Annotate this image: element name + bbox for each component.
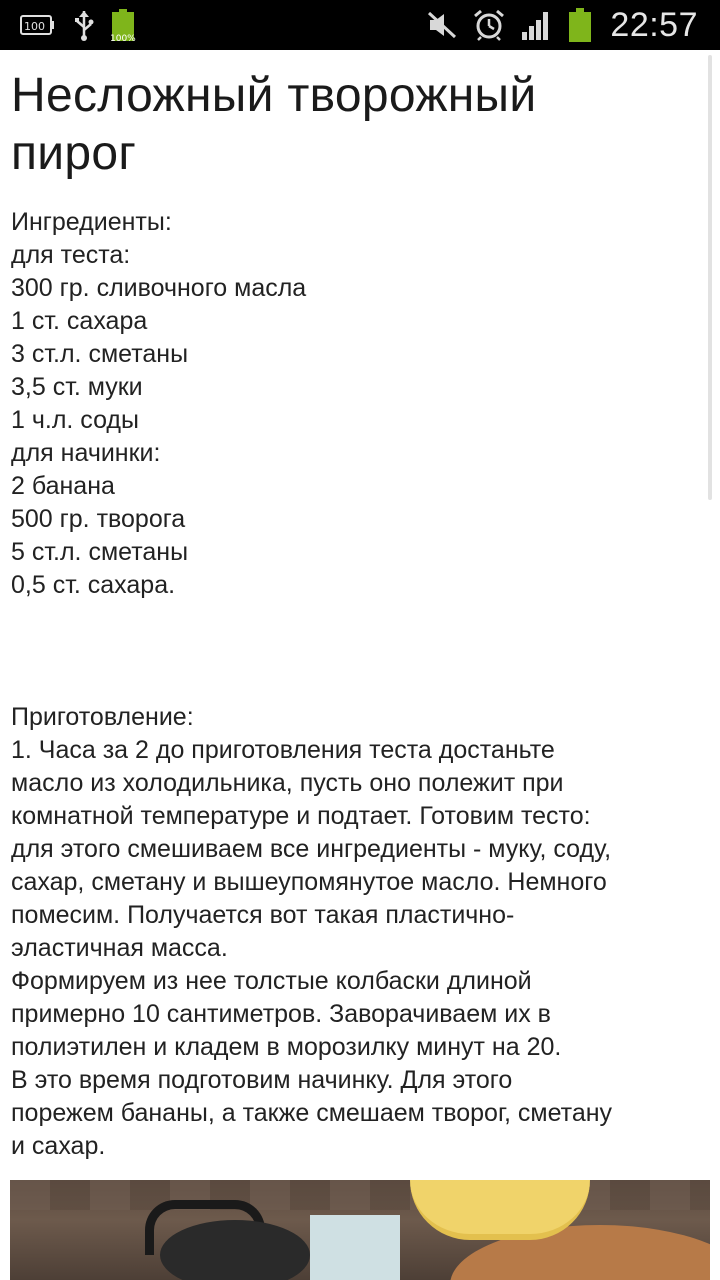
ingredient-line: 5 ст.л. сметаны bbox=[11, 538, 189, 566]
article-title-line-1: Несложный творожный bbox=[11, 69, 537, 122]
scrollbar[interactable] bbox=[708, 55, 712, 500]
ingredient-line: 1 ст. сахара bbox=[11, 307, 148, 335]
usb-icon bbox=[74, 9, 94, 41]
article-title-line-2: пирог bbox=[11, 127, 137, 180]
ingredient-line: 3,5 ст. муки bbox=[11, 373, 143, 401]
ingredient-line: 300 гр. сливочного масла bbox=[11, 274, 307, 302]
ingredient-line: для теста: bbox=[11, 241, 131, 269]
status-bar-left bbox=[20, 6, 134, 44]
preparation-line: полиэтилен и кладем в морозилку минут на 20. bbox=[11, 1033, 562, 1061]
recipe-photo bbox=[10, 1180, 710, 1280]
battery-percent-label: 100% bbox=[110, 34, 136, 44]
preparation-line: комнатной температуре и подтает. Готовим тесто: bbox=[11, 802, 591, 830]
ingredients-heading: Ингредиенты: bbox=[11, 208, 172, 236]
ingredient-line: 1 ч.л. соды bbox=[11, 406, 139, 434]
article-title bbox=[11, 67, 701, 183]
preparation-line: порежем бананы, а также смешаем творог, сметану bbox=[11, 1099, 613, 1127]
ingredient-line: 0,5 ст. сахара. bbox=[11, 571, 176, 599]
preparation-line: эластичная масса. bbox=[11, 934, 228, 962]
preparation-section bbox=[11, 701, 701, 1163]
preparation-line: Формируем из нее толстые колбаски длиной bbox=[11, 967, 532, 995]
clock: 22:57 bbox=[610, 5, 698, 44]
ingredient-line: для начинки: bbox=[11, 439, 161, 467]
status-bar-right bbox=[426, 0, 698, 50]
preparation-line: сахар, сметану и вышеупомянутое масло. Немного bbox=[11, 868, 607, 896]
ingredient-line: 500 гр. творога bbox=[11, 505, 186, 533]
battery-green-icon bbox=[110, 9, 136, 44]
ingredient-line: 2 банана bbox=[11, 472, 115, 500]
preparation-line: 1. Часа за 2 до приготовления теста достаньте bbox=[11, 736, 555, 764]
preparation-line: В это время подготовим начинку. Для этого bbox=[11, 1066, 513, 1094]
preparation-heading: Приготовление: bbox=[11, 703, 194, 731]
ingredient-line: 3 ст.л. сметаны bbox=[11, 340, 189, 368]
ingredients-section bbox=[11, 206, 701, 602]
alarm-icon bbox=[472, 8, 506, 42]
article bbox=[11, 50, 701, 1163]
battery-icon bbox=[568, 7, 592, 43]
preparation-line: помесим. Получается вот такая пластично- bbox=[11, 901, 515, 929]
battery-outline-icon bbox=[20, 13, 56, 37]
battery-saver-label: 100 bbox=[24, 20, 45, 33]
preparation-line: и сахар. bbox=[11, 1132, 106, 1160]
mute-icon bbox=[426, 10, 458, 40]
signal-icon bbox=[520, 8, 554, 42]
preparation-line: для этого смешиваем все ингредиенты - муку, соду, bbox=[11, 835, 612, 863]
status-bar bbox=[0, 0, 720, 50]
preparation-line: примерно 10 сантиметров. Заворачиваем их в bbox=[11, 1000, 551, 1028]
preparation-line: масло из холодильника, пусть оно полежит при bbox=[11, 769, 564, 797]
